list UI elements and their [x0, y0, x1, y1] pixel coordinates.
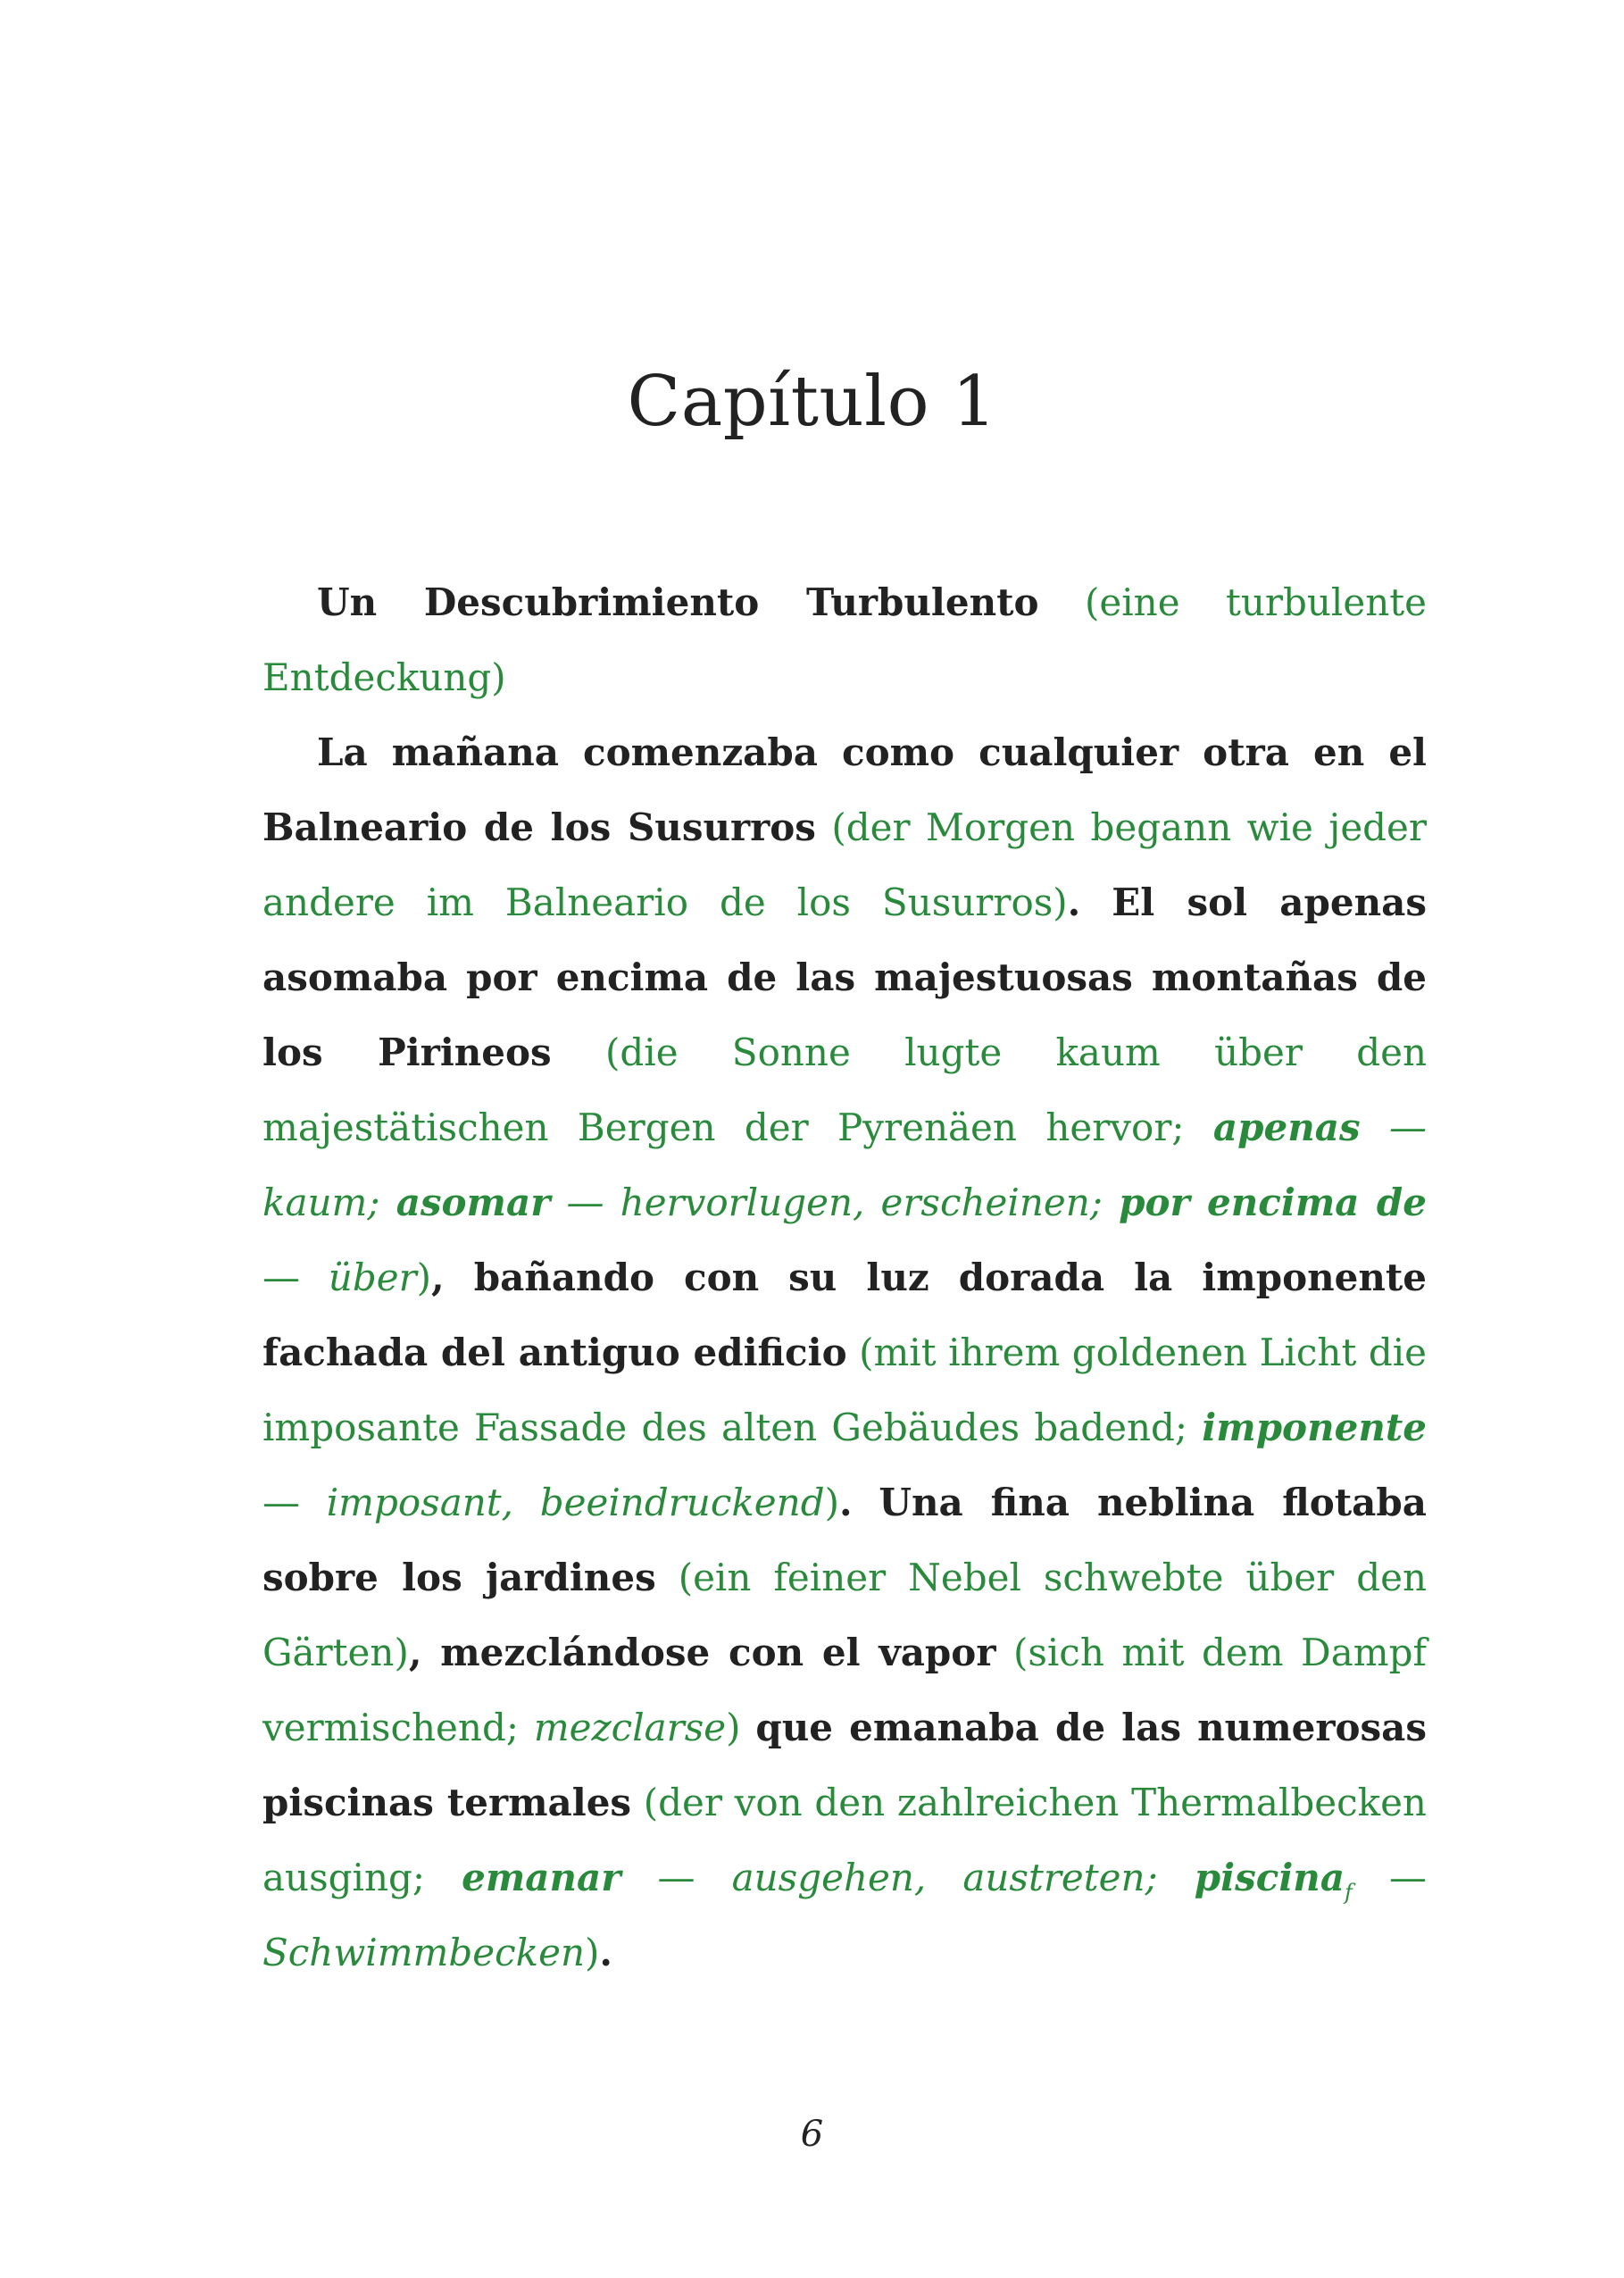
vocab-definition: über — [328, 1256, 417, 1299]
spanish-text: La mañana comenzaba como cualquier otra en el Balneario de los Susurros — [262, 730, 1427, 849]
gloss-text: (mit ihrem goldenen Licht die imposante Fassade des alten Gebäudes badend; — [262, 1331, 1427, 1449]
section-subheading — [262, 565, 1427, 715]
page-number: 6 — [800, 2114, 824, 2155]
vocab-definition: — hervorlugen, erscheinen; — [566, 1181, 1103, 1224]
chapter-content — [262, 565, 1427, 1990]
vocab-keyword: piscina — [1194, 1856, 1345, 1899]
definition-dash: — — [1389, 1856, 1428, 1899]
vocab-definition: Schwimmbecken — [262, 1931, 585, 1974]
german-gloss: (ein feiner Nebel schwebte über den Gärten) — [262, 1556, 1428, 1674]
gloss-close: ) — [726, 1706, 741, 1749]
vocab-definition: mezclarse — [533, 1706, 727, 1749]
spanish-text: . — [1067, 880, 1081, 924]
vocab-keyword: apenas — [1212, 1106, 1361, 1149]
vocab-keyword: por encima de — [1119, 1181, 1427, 1224]
spanish-text: Una fina neblina flotaba sobre los jardines — [262, 1481, 1427, 1599]
body-paragraph — [262, 715, 1427, 1990]
spanish-text: , mezclándose con el vapor — [408, 1631, 996, 1674]
subheading-german-gloss: (eine turbulente Entdeckung) — [262, 580, 1427, 699]
german-gloss: (der Morgen begann wie jeder andere im Balneario de los Susurros) — [262, 805, 1427, 924]
spanish-text: El sol apenas asomaba por encima de las majestuosas montañas de los Pirineos — [262, 880, 1427, 1074]
definition-dash: — — [262, 1256, 300, 1299]
definition-dash: — — [657, 1856, 695, 1899]
spanish-text: , bañando con su luz dorada la imponente fachada del antiguo edificio — [262, 1256, 1427, 1374]
chapter-title: Capítulo 1 — [627, 362, 997, 442]
vocab-definition: imposant, beeindruckend — [326, 1481, 825, 1524]
vocab-definition: ausgehen, austreten; — [731, 1856, 1158, 1899]
vocab-keyword: emanar — [462, 1856, 621, 1899]
vocab-definition: — kaum; — [262, 1106, 1427, 1224]
gloss-close: ) — [416, 1256, 432, 1299]
definition-dash: — — [262, 1481, 300, 1524]
gloss-text: (die Sonne lugte kaum über den majestätischen Bergen der Pyrenäen hervor; — [262, 1031, 1428, 1149]
gloss-close: ) — [585, 1931, 600, 1974]
gender-marker: f — [1345, 1880, 1353, 1905]
vocab-keyword: imponente — [1202, 1406, 1427, 1449]
subheading-spanish: Un Descubrimiento Turbulento — [317, 580, 1039, 624]
spanish-text: que emanaba de las numerosas piscinas termales — [262, 1706, 1428, 1824]
vocab-keyword: asomar — [396, 1181, 551, 1224]
gloss-text: (sich mit dem Dampf vermischend; — [262, 1631, 1428, 1749]
gloss-close: ) — [824, 1481, 839, 1524]
spanish-text: . — [599, 1931, 613, 1974]
spanish-text: . — [838, 1481, 853, 1524]
gloss-text: (der von den zahlreichen Thermalbecken ausging; — [262, 1781, 1427, 1899]
